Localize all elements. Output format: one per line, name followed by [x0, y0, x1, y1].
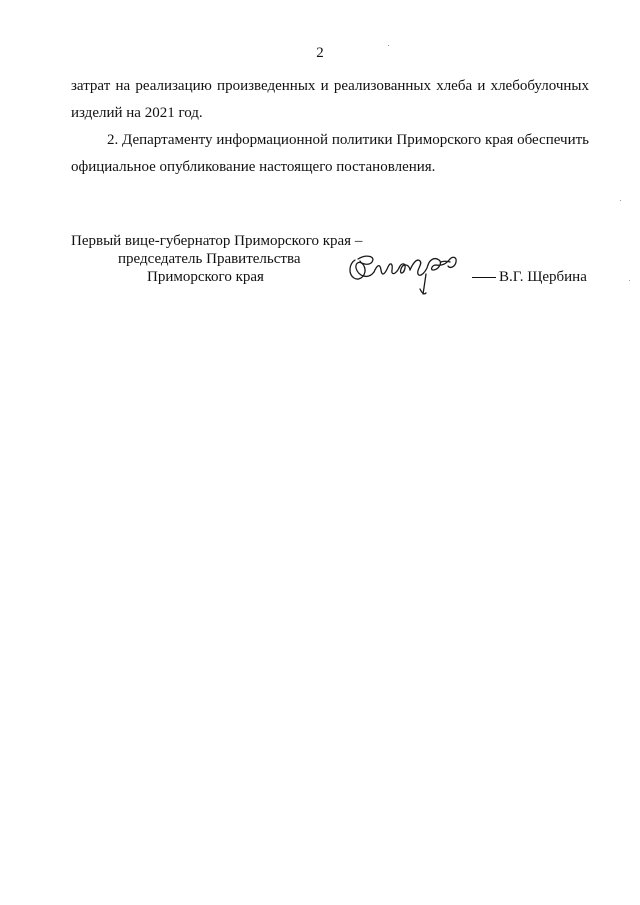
handwritten-signature — [346, 250, 464, 300]
signatory-title-line-1: Первый вице-губернатор Приморского края – — [71, 233, 363, 249]
scan-speck — [388, 45, 389, 46]
scan-speck — [620, 200, 621, 201]
signatory-name — [472, 268, 587, 286]
signatory-name-text: В.Г. Щербина — [499, 269, 587, 285]
signatory-title-line-2: председатель Правительства — [118, 251, 301, 267]
scan-speck — [629, 280, 630, 281]
page-number: 2 — [316, 45, 324, 61]
signature-dash — [472, 277, 496, 278]
signatory-title-line-3: Приморского края — [147, 269, 264, 285]
paragraph-continuation: затрат на реализацию произведенных и реализованных хлеба и хлебобулочных изделий на 2021 год. — [71, 78, 589, 121]
paragraph-item-2: 2. Департаменту информационной политики Приморского края обеспечить официальное опубликование настоящего постановления. — [71, 132, 589, 175]
